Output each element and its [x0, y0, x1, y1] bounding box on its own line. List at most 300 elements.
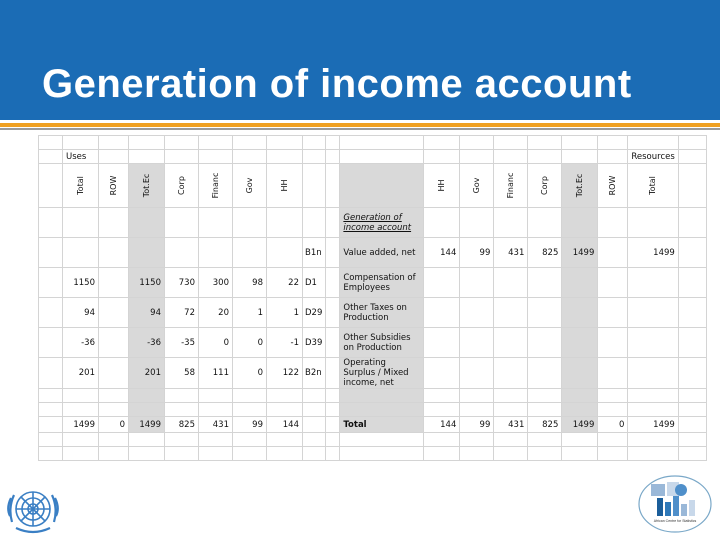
cell	[598, 433, 628, 447]
cell	[528, 208, 562, 238]
resources-value	[562, 298, 598, 328]
cell	[199, 164, 233, 208]
cell	[494, 136, 528, 150]
uses-value: 0	[99, 417, 129, 433]
uses-column-header: Total	[76, 176, 85, 195]
cell	[528, 164, 562, 208]
uses-value: 1499	[129, 417, 165, 433]
cell	[267, 150, 303, 164]
statistics-centre-logo-icon	[637, 474, 713, 534]
resources-value	[528, 298, 562, 328]
transaction-code: B1n	[303, 238, 326, 268]
resources-value	[528, 268, 562, 298]
cell	[303, 208, 326, 238]
table-row	[39, 328, 707, 358]
cell	[678, 136, 706, 150]
cell	[678, 433, 706, 447]
cell	[165, 208, 199, 238]
resources-value	[460, 298, 494, 328]
section-heading: Generation of income account	[343, 212, 412, 233]
cell	[39, 403, 63, 417]
resources-value: 1499	[628, 238, 678, 268]
cell	[326, 358, 340, 389]
spreadsheet	[38, 135, 707, 461]
cell	[267, 389, 303, 403]
cell	[494, 208, 528, 238]
cell	[460, 164, 494, 208]
cell	[340, 208, 424, 238]
cell	[303, 403, 326, 417]
cell	[326, 298, 340, 328]
uses-value: 1150	[129, 268, 165, 298]
uses-column-header: ROW	[109, 175, 118, 196]
uses-column-header: Gov	[245, 177, 254, 194]
uses-value: 98	[233, 268, 267, 298]
cell	[494, 447, 528, 461]
cell	[199, 136, 233, 150]
cell	[494, 403, 528, 417]
cell	[460, 136, 494, 150]
cell	[678, 389, 706, 403]
resources-value	[460, 358, 494, 389]
transaction-code: D29	[303, 298, 326, 328]
cell	[326, 238, 340, 268]
cell	[326, 447, 340, 461]
cell	[165, 150, 199, 164]
cell	[528, 447, 562, 461]
resources-value: 431	[494, 417, 528, 433]
cell	[528, 403, 562, 417]
cell	[267, 403, 303, 417]
cell	[562, 208, 598, 238]
cell	[99, 433, 129, 447]
cell	[678, 417, 706, 433]
resources-value	[628, 328, 678, 358]
cell	[165, 136, 199, 150]
cell	[233, 389, 267, 403]
cell	[326, 164, 340, 208]
uses-value: 72	[165, 298, 199, 328]
table-row	[39, 268, 707, 298]
resources-value: 431	[494, 238, 528, 268]
cell	[129, 433, 165, 447]
uses-value: 1	[233, 298, 267, 328]
cell	[39, 447, 63, 461]
cell	[678, 447, 706, 461]
cell	[494, 389, 528, 403]
resources-value	[628, 298, 678, 328]
resources-value	[424, 268, 460, 298]
divider-stripe	[0, 128, 720, 130]
cell	[129, 150, 165, 164]
cell	[99, 136, 129, 150]
cell	[303, 447, 326, 461]
income-account-table	[38, 135, 707, 461]
table-row	[39, 238, 707, 268]
resources-value	[628, 268, 678, 298]
cell	[424, 403, 460, 417]
cell	[628, 164, 678, 208]
transaction-code: B2n	[303, 358, 326, 389]
resources-value	[562, 268, 598, 298]
uses-value: 22	[267, 268, 303, 298]
uses-column-header: Tot.Ec	[142, 173, 151, 198]
cell	[165, 403, 199, 417]
resources-value: 825	[528, 238, 562, 268]
cell	[129, 208, 165, 238]
resources-value: 99	[460, 417, 494, 433]
section-heading-row	[39, 208, 707, 238]
uses-value: 1150	[63, 268, 99, 298]
uses-value	[199, 238, 233, 268]
blank-row	[39, 433, 707, 447]
cell	[678, 298, 706, 328]
cell	[39, 164, 63, 208]
cell	[39, 208, 63, 238]
cell	[598, 447, 628, 461]
uses-value: 201	[63, 358, 99, 389]
cell	[598, 403, 628, 417]
cell	[99, 150, 129, 164]
cell	[424, 208, 460, 238]
cell	[340, 136, 424, 150]
slide-title: Generation of income account	[42, 62, 632, 106]
uses-value: 20	[199, 298, 233, 328]
uses-value: 825	[165, 417, 199, 433]
cell	[39, 238, 63, 268]
resources-value: 825	[528, 417, 562, 433]
cell	[39, 358, 63, 389]
cell	[628, 433, 678, 447]
uses-value: 300	[199, 268, 233, 298]
resources-value	[562, 358, 598, 389]
cell	[678, 208, 706, 238]
blank-row	[39, 447, 707, 461]
cell	[63, 403, 99, 417]
cell	[678, 150, 706, 164]
cell	[326, 208, 340, 238]
cell	[233, 433, 267, 447]
cell	[99, 389, 129, 403]
cell	[129, 136, 165, 150]
uses-value: 94	[63, 298, 99, 328]
cell	[424, 150, 460, 164]
uses-value: -36	[63, 328, 99, 358]
cell	[233, 403, 267, 417]
cell	[165, 389, 199, 403]
cell	[233, 208, 267, 238]
resources-value	[598, 268, 628, 298]
cell	[326, 268, 340, 298]
uses-value: 730	[165, 268, 199, 298]
uses-value: 99	[233, 417, 267, 433]
uses-value: 1499	[63, 417, 99, 433]
cell	[303, 433, 326, 447]
resources-value: 1499	[628, 417, 678, 433]
uses-value	[165, 238, 199, 268]
cell	[340, 447, 424, 461]
resources-value	[528, 358, 562, 389]
cell	[562, 150, 598, 164]
cell	[63, 433, 99, 447]
uses-value: 0	[199, 328, 233, 358]
cell	[129, 447, 165, 461]
uses-value: 144	[267, 417, 303, 433]
cell	[233, 150, 267, 164]
cell	[340, 433, 424, 447]
cell	[340, 403, 424, 417]
cell	[233, 164, 267, 208]
transaction-label: Value added, net	[340, 238, 424, 268]
cell	[460, 447, 494, 461]
uses-column-header: Financ	[211, 172, 220, 199]
cell	[199, 403, 233, 417]
cell	[424, 433, 460, 447]
cell	[39, 328, 63, 358]
cell	[460, 389, 494, 403]
cell	[63, 208, 99, 238]
transaction-code: D39	[303, 328, 326, 358]
resources-value	[598, 328, 628, 358]
cell	[628, 136, 678, 150]
cell	[424, 164, 460, 208]
resources-value	[598, 238, 628, 268]
cell	[39, 136, 63, 150]
cell	[99, 164, 129, 208]
resources-value	[494, 328, 528, 358]
cell	[598, 150, 628, 164]
uses-value: 431	[199, 417, 233, 433]
uses-value: -35	[165, 328, 199, 358]
uses-value: 1	[267, 298, 303, 328]
cell	[494, 433, 528, 447]
statistics-centre-caption: African Centre for Statistics	[653, 519, 697, 523]
cell	[39, 150, 63, 164]
cell	[39, 389, 63, 403]
cell	[39, 433, 63, 447]
cell	[199, 447, 233, 461]
cell	[199, 389, 233, 403]
cell	[326, 150, 340, 164]
header-row	[39, 164, 707, 208]
resources-value	[460, 268, 494, 298]
cell	[99, 208, 129, 238]
cell	[63, 164, 99, 208]
resources-column-header: ROW	[608, 175, 618, 196]
cell	[340, 150, 424, 164]
table-row	[39, 298, 707, 328]
cell	[562, 447, 598, 461]
uses-value	[99, 358, 129, 389]
blank-row	[39, 403, 707, 417]
cell	[678, 238, 706, 268]
cell	[562, 164, 598, 208]
cell	[165, 164, 199, 208]
cell	[340, 164, 424, 208]
cell	[678, 268, 706, 298]
cell	[528, 136, 562, 150]
uses-value	[99, 298, 129, 328]
cell	[326, 136, 340, 150]
resources-value	[494, 268, 528, 298]
cell	[678, 403, 706, 417]
group-label-row	[39, 150, 707, 164]
uses-value: 0	[233, 328, 267, 358]
table-row	[39, 358, 707, 389]
uses-value: 0	[233, 358, 267, 389]
cell	[424, 389, 460, 403]
cell	[424, 136, 460, 150]
transaction-label: Other Taxes on Production	[340, 298, 424, 328]
cell	[303, 164, 326, 208]
cell	[326, 417, 340, 433]
cell	[326, 389, 340, 403]
cell	[678, 328, 706, 358]
cell	[63, 389, 99, 403]
resources-value	[598, 358, 628, 389]
cell	[628, 403, 678, 417]
cell	[99, 447, 129, 461]
uses-column-header: Corp	[177, 176, 186, 195]
cell	[165, 433, 199, 447]
cell	[326, 403, 340, 417]
uses-value	[99, 268, 129, 298]
resources-value	[628, 358, 678, 389]
resources-value	[460, 328, 494, 358]
cell	[562, 403, 598, 417]
cell	[267, 447, 303, 461]
uses-value: -36	[129, 328, 165, 358]
resources-value	[424, 358, 460, 389]
cell	[199, 433, 233, 447]
resources-column-header: Tot.Ec	[575, 173, 585, 198]
cell	[494, 164, 528, 208]
uses-value	[99, 328, 129, 358]
cell	[562, 433, 598, 447]
resources-value: 1499	[562, 238, 598, 268]
cell	[494, 150, 528, 164]
cell	[63, 447, 99, 461]
cell	[129, 403, 165, 417]
cell	[267, 136, 303, 150]
resources-value	[424, 328, 460, 358]
resources-value: 144	[424, 417, 460, 433]
cell	[99, 403, 129, 417]
resources-column-header: Corp	[540, 176, 550, 195]
uses-value: 111	[199, 358, 233, 389]
uses-value: 94	[129, 298, 165, 328]
uses-value	[99, 238, 129, 268]
cell	[326, 433, 340, 447]
cell	[340, 389, 424, 403]
cell	[460, 150, 494, 164]
cell	[39, 417, 63, 433]
transaction-label: Operating Surplus / Mixed income, net	[340, 358, 424, 389]
cell	[598, 136, 628, 150]
transaction-label: Total	[340, 417, 424, 433]
cell	[39, 268, 63, 298]
blank-row	[39, 389, 707, 403]
resources-column-header: Total	[648, 176, 658, 195]
uses-column-header: HH	[280, 179, 289, 192]
cell	[562, 389, 598, 403]
resources-value	[494, 298, 528, 328]
cell	[267, 208, 303, 238]
uses-value: 122	[267, 358, 303, 389]
resources-value: 144	[424, 238, 460, 268]
cell	[39, 298, 63, 328]
cell	[628, 389, 678, 403]
cell	[303, 389, 326, 403]
blank-row	[39, 136, 707, 150]
resources-column-header: Gov	[472, 177, 482, 194]
resources-value	[562, 328, 598, 358]
cell	[678, 164, 706, 208]
cell	[233, 136, 267, 150]
cell	[267, 433, 303, 447]
uses-label: Uses	[63, 150, 99, 164]
cell	[678, 358, 706, 389]
uses-value	[129, 238, 165, 268]
resources-value: 1499	[562, 417, 598, 433]
resources-column-header: Financ	[506, 172, 516, 199]
uses-value: 58	[165, 358, 199, 389]
uses-value	[63, 238, 99, 268]
resources-value	[494, 358, 528, 389]
un-emblem-icon	[2, 478, 64, 540]
cell	[598, 164, 628, 208]
cell	[628, 447, 678, 461]
cell	[528, 389, 562, 403]
cell	[63, 136, 99, 150]
cell	[303, 150, 326, 164]
cell	[129, 164, 165, 208]
resources-value	[424, 298, 460, 328]
cell	[303, 136, 326, 150]
cell	[528, 150, 562, 164]
resources-column-header: HH	[437, 179, 447, 192]
cell	[424, 447, 460, 461]
cell	[233, 447, 267, 461]
cell	[598, 389, 628, 403]
uses-value	[233, 238, 267, 268]
cell	[460, 403, 494, 417]
cell	[562, 136, 598, 150]
cell	[267, 164, 303, 208]
uses-value: 201	[129, 358, 165, 389]
transaction-code	[303, 417, 326, 433]
resources-value	[528, 328, 562, 358]
transaction-label: Compensation of Employees	[340, 268, 424, 298]
accent-stripe	[0, 123, 720, 127]
total-row	[39, 417, 707, 433]
cell	[129, 389, 165, 403]
resources-label: Resources	[628, 150, 678, 164]
cell	[199, 208, 233, 238]
uses-value	[267, 238, 303, 268]
transaction-code: D1	[303, 268, 326, 298]
resources-value	[598, 298, 628, 328]
cell	[460, 208, 494, 238]
transaction-label: Other Subsidies on Production	[340, 328, 424, 358]
resources-value: 99	[460, 238, 494, 268]
cell	[460, 433, 494, 447]
cell	[326, 328, 340, 358]
cell	[165, 447, 199, 461]
cell	[528, 433, 562, 447]
cell	[598, 208, 628, 238]
cell	[628, 208, 678, 238]
